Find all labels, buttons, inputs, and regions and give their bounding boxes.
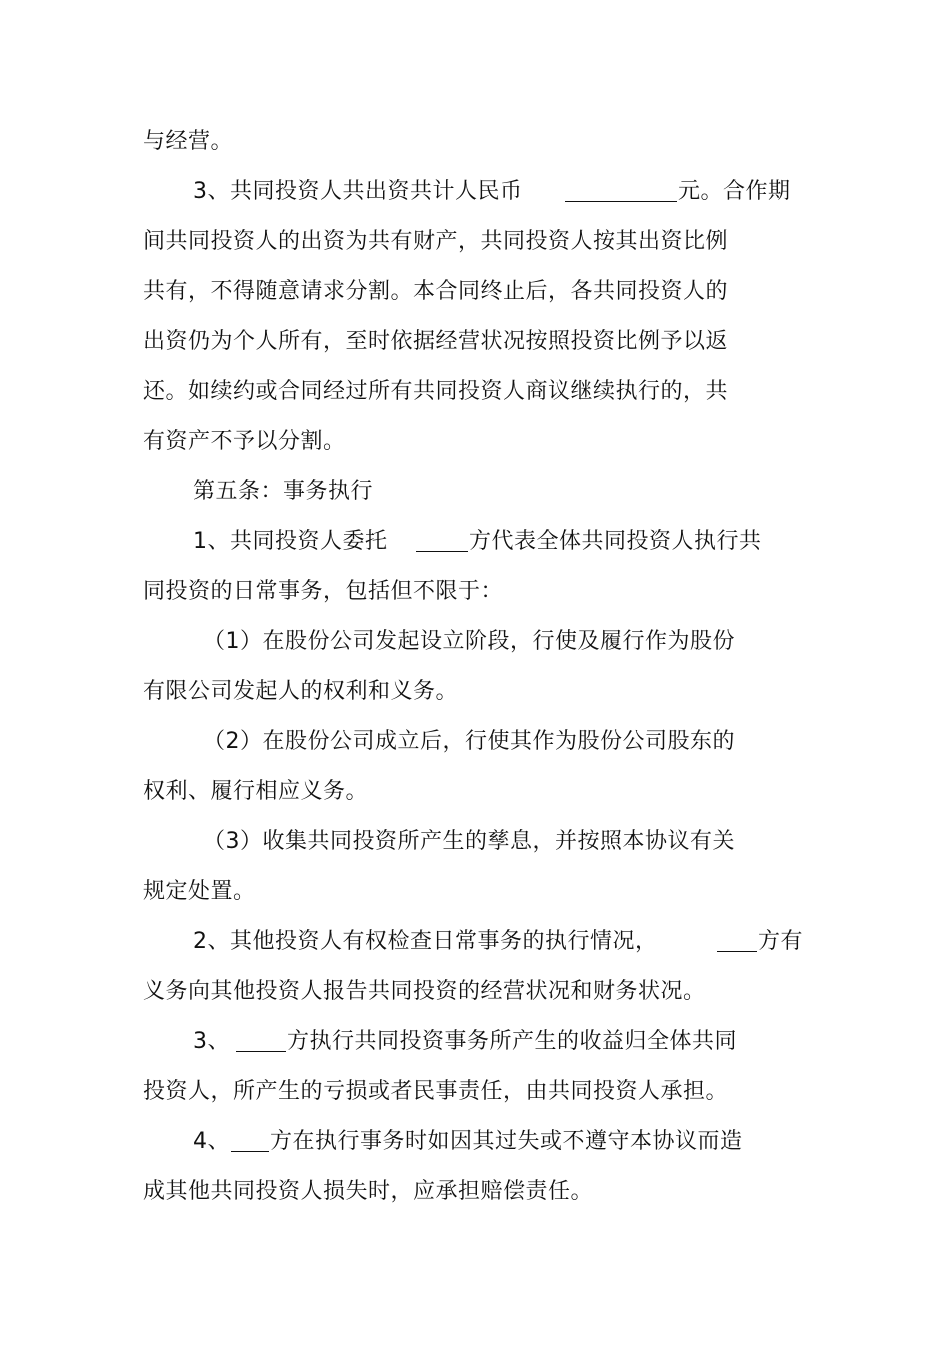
text-line: 4、 xyxy=(193,1129,230,1154)
text-line: 义务向其他投资人报告共同投资的经营状况和财务状况。 xyxy=(143,979,706,1004)
party-blank xyxy=(236,1029,286,1052)
text-line: 2、其他投资人有权检查日常事务的执行情况， xyxy=(193,929,658,954)
amount-blank xyxy=(565,179,677,202)
text-line: （3）收集共同投资所产生的孳息，并按照本协议有关 xyxy=(203,829,735,854)
party-blank xyxy=(231,1129,269,1152)
text-line: （1）在股份公司发起设立阶段，行使及履行作为股份 xyxy=(203,629,735,654)
text-line: 方在执行事务时如因其过失或不遵守本协议而造 xyxy=(270,1129,743,1154)
text-line: 方有 xyxy=(758,929,804,954)
text-line: 3、 xyxy=(193,1029,230,1054)
text-line: 规定处置。 xyxy=(143,879,256,904)
party-blank xyxy=(416,529,468,552)
text-line: 间共同投资人的出资为共有财产，共同投资人按其出资比例 xyxy=(143,229,729,254)
text-line: 同投资的日常事务，包括但不限于： xyxy=(143,579,504,604)
text-line: 共有，不得随意请求分割。本合同终止后，各共同投资人的 xyxy=(143,279,729,304)
text-line: 有资产不予以分割。 xyxy=(143,429,346,454)
text-line: 有限公司发起人的权利和义务。 xyxy=(143,679,459,704)
text-line: 权利、履行相应义务。 xyxy=(143,779,369,804)
text-line: （2）在股份公司成立后，行使其作为股份公司股东的 xyxy=(203,729,735,754)
text-line: 1、共同投资人委托 xyxy=(193,529,388,554)
section-heading: 第五条：事务执行 xyxy=(193,479,374,504)
text-line: 出资仍为个人所有，至时依据经营状况按照投资比例予以返 xyxy=(143,329,729,354)
text-line: 投资人，所产生的亏损或者民事责任，由共同投资人承担。 xyxy=(143,1079,729,1104)
text-line: 成其他共同投资人损失时，应承担赔偿责任。 xyxy=(143,1179,594,1204)
text-line: 元。合作期 xyxy=(678,179,791,204)
text-line: 方执行共同投资事务所产生的收益归全体共同 xyxy=(287,1029,738,1054)
party-blank xyxy=(717,929,757,952)
text-line: 3、共同投资人共出资共计人民币 xyxy=(193,179,523,204)
text-line: 方代表全体共同投资人执行共 xyxy=(469,529,762,554)
text-line: 与经营。 xyxy=(143,129,234,154)
text-line: 还。如续约或合同经过所有共同投资人商议继续执行的，共 xyxy=(143,379,729,404)
